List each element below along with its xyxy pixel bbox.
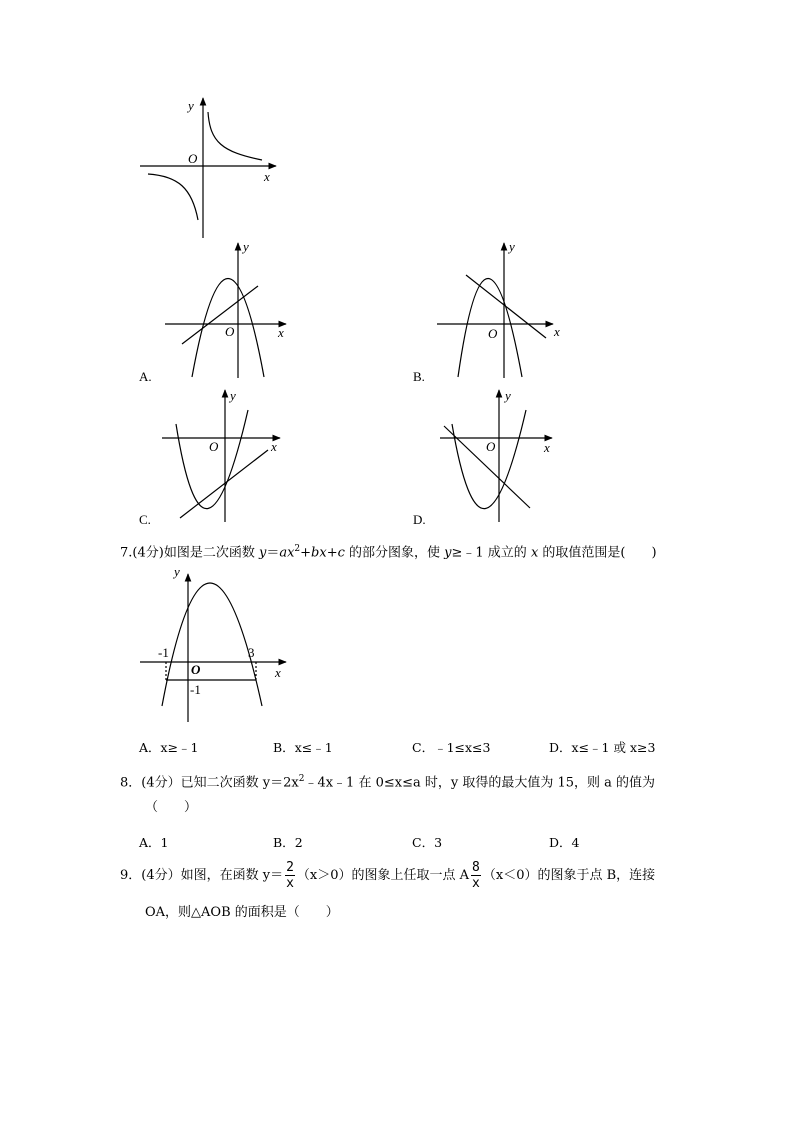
a-y-label: y bbox=[243, 239, 249, 254]
q7-option-c[interactable]: C．﹣1≤x≤3 bbox=[412, 740, 491, 755]
c-x-label: x bbox=[271, 439, 277, 454]
hyperbola-branch-right bbox=[208, 112, 262, 160]
option-d-label: D. bbox=[413, 512, 426, 527]
q8-option-b[interactable]: B．2 bbox=[273, 835, 303, 850]
option-b-figure bbox=[437, 243, 553, 378]
q7-origin-label: O bbox=[191, 662, 201, 677]
d-origin-label: O bbox=[486, 439, 496, 454]
q8-option-a[interactable]: A．1 bbox=[139, 835, 169, 850]
q7-stem: 7.(4分)如图是二次函数 $y=ax^2+bx+c$ 的部分图象，使 y≥﹣1 成立的 x 的取值范围是( ) bbox=[120, 544, 657, 561]
given-x-label: x bbox=[264, 169, 270, 184]
line bbox=[466, 275, 546, 338]
q7-option-b[interactable]: B．x≤﹣1 bbox=[273, 740, 333, 755]
q9-line2: OA，则△AOB 的面积是（ ） bbox=[145, 905, 339, 920]
q7-y-label: y bbox=[174, 564, 180, 579]
a-x-label: x bbox=[278, 325, 284, 340]
given-hyperbola-figure bbox=[140, 98, 276, 238]
given-origin-label: O bbox=[188, 151, 198, 166]
a-origin-label: O bbox=[225, 324, 235, 339]
q9-stem: 9．(4分）如图，在函数 y＝ $\frac{2}{x}$ （x＞0）的图象上任取一点 A $\frac{8}{x}$ （x＜0）的图象于点 B，连接 bbox=[120, 860, 656, 891]
q7-x-label: x bbox=[275, 665, 281, 680]
q7-tick-minus-1: -1 bbox=[158, 645, 169, 660]
fraction-2-over-x: $\frac{2}{x}$ bbox=[286, 860, 294, 891]
parabola bbox=[162, 583, 262, 706]
hyperbola-branch-left bbox=[148, 174, 198, 220]
line bbox=[182, 286, 258, 344]
option-c-label: C. bbox=[139, 512, 151, 527]
q8-option-c[interactable]: C．3 bbox=[412, 835, 443, 850]
q7-option-a[interactable]: A．x≥﹣1 bbox=[139, 740, 199, 755]
b-origin-label: O bbox=[488, 326, 498, 341]
option-a-figure bbox=[165, 243, 286, 378]
c-origin-label: O bbox=[209, 439, 219, 454]
q7-tick-y-minus-1: -1 bbox=[190, 682, 201, 697]
line bbox=[180, 450, 268, 518]
d-x-label: x bbox=[544, 440, 550, 455]
q8-stem: 8．(4分）已知二次函数 $y=2x^2﹣4x﹣1$ 在 0≤x≤a 时，y 取得的最大值为 15，则 a 的值为 bbox=[120, 774, 656, 791]
b-y-label: y bbox=[509, 239, 515, 254]
c-y-label: y bbox=[230, 388, 236, 403]
given-y-label: y bbox=[188, 98, 194, 113]
option-b-label: B. bbox=[413, 369, 425, 384]
option-d-figure bbox=[440, 390, 552, 522]
q8-option-d[interactable]: D．4 bbox=[549, 835, 580, 850]
q7-option-d[interactable]: D．x≤﹣1 或 x≥3 bbox=[549, 740, 656, 755]
q8-answer-blank: （ ） bbox=[145, 800, 198, 815]
b-x-label: x bbox=[554, 324, 560, 339]
option-a-label: A. bbox=[139, 369, 152, 384]
fraction-8-over-x: $\frac{8}{x}$ bbox=[472, 860, 480, 891]
option-c-figure bbox=[162, 390, 280, 522]
q7-tick-3: 3 bbox=[248, 645, 255, 660]
d-y-label: y bbox=[505, 388, 511, 403]
